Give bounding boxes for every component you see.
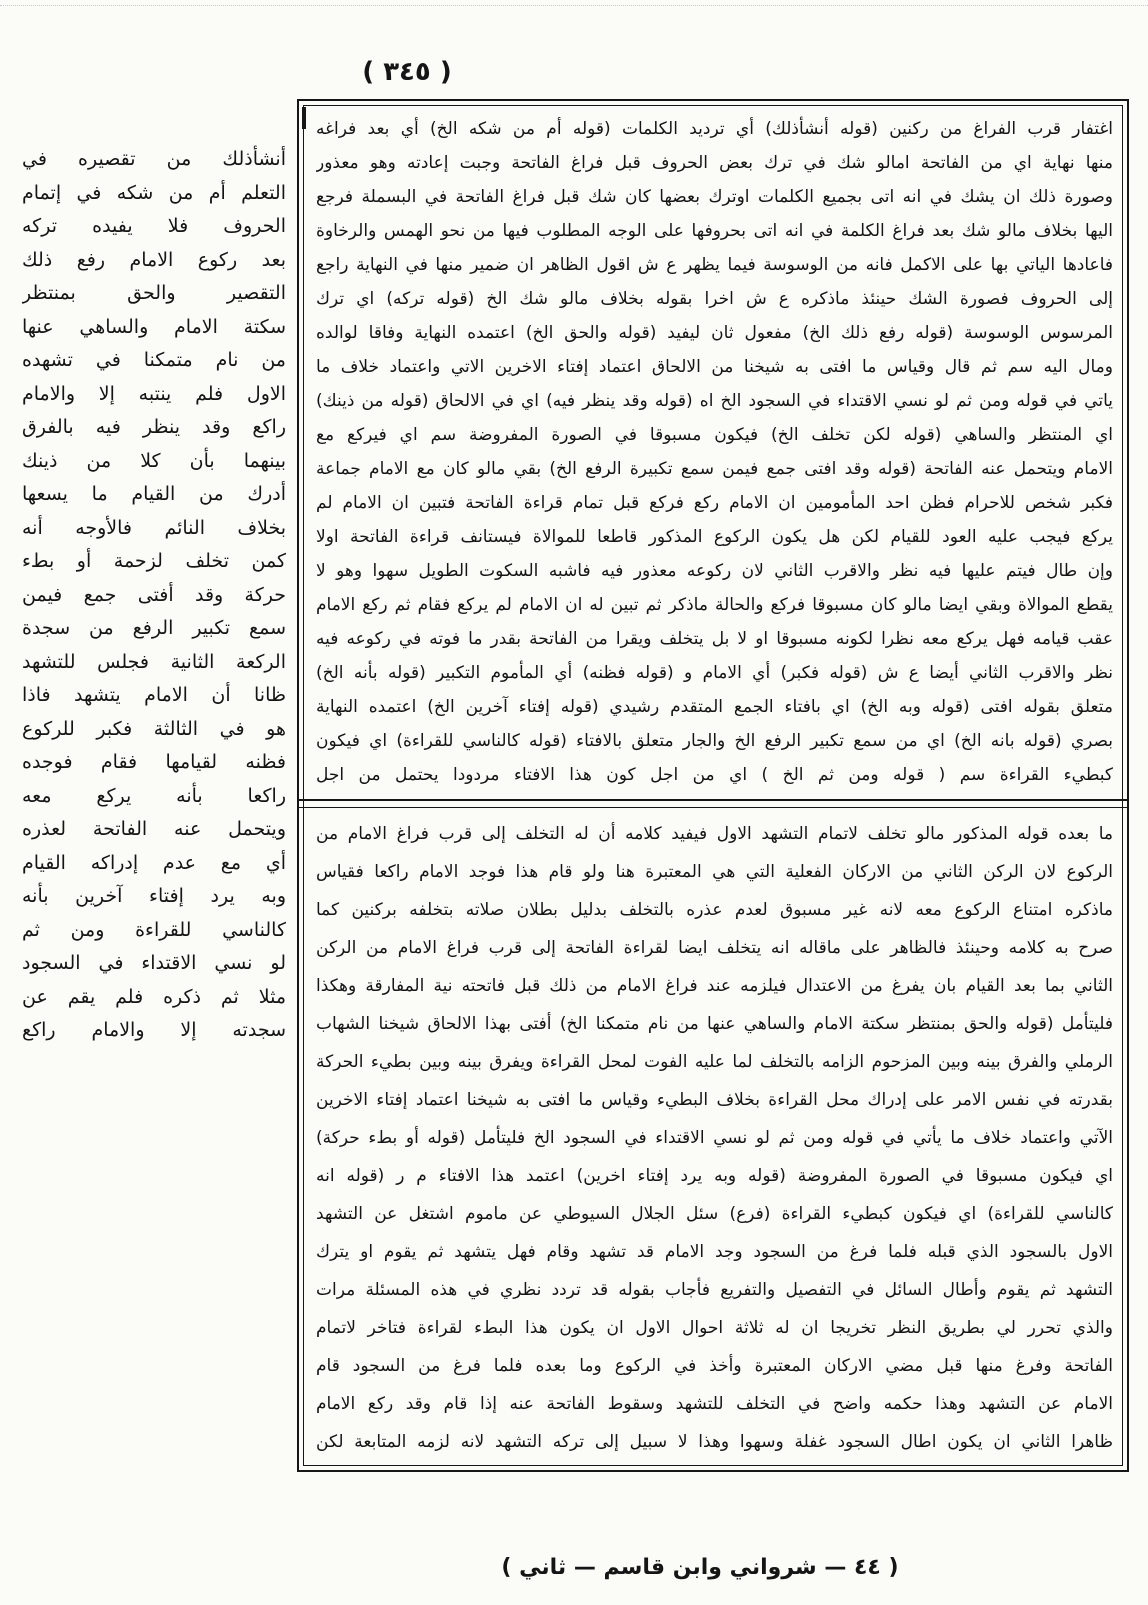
page-number: ( ٣٤٥ ) [362,57,452,87]
margin-matn-column [22,143,286,1048]
text-line: اغتفار قرب الفراغ من ركنين (قوله أنشأذلك) أي ترديد الكلمات (قوله أم من شكه الخ) أي بعد فراغه [316,119,1113,139]
text-line: والذي تحرر لي بطريق النظر تخريجا ان له ثلاثة احوال الاول ان يكون هذا البطء لقراءة فتاخر لاتمام [316,1318,1113,1338]
margin-line: بينهما بأن كلا من ذينك [22,449,286,472]
text-line: الفاتحة وفرغ منها قبل مضي الاركان المعتبرة وأخذ في الركوع وما بعده فلما فرغ من السجود قام [316,1356,1113,1376]
margin-line: راكعا بأنه يركع معه [22,784,286,807]
margin-line: التقصير والحق بمنتظر [22,282,286,304]
margin-line: حركة وقد أفتى جمع فيمن [22,583,286,606]
margin-line: أنشأذلك من تقصيره في [22,148,286,170]
margin-line: الاول فلم ينتبه إلا والامام [22,382,286,405]
text-line: اليها بخلاف مالو شك بعد فراغ الكلمة في انه اتى بحروفها على الوجه المطلوب فيها من نحو الهمس والرخاوة [316,221,1113,241]
margin-line: كالناسي للقراءة ومن ثم [22,918,286,941]
text-line: متعلق بقوله افتى (قوله وبه الخ) اي بافتاء الجمع المتقدم رشيدي (قوله إفتاء آخرين الخ) اعتمده النهاية [316,697,1113,717]
text-line: كالناسي للقراءة) اي فيكون كبطيء القراءة (فرع) سئل الجلال السيوطي عن ماموم اشتغل عن التشهد [316,1204,1113,1224]
margin-line: من نام متمكنا في تشهده [22,349,286,371]
text-line: المرسوس الوسوسة (قوله رفع ذلك الخ) مفعول ثان ليفيد (قوله والحق الخ) اعتمده النهاية وفاقا لوالده [316,323,1113,343]
margin-line: سجدته إلا والامام راكع [22,1019,286,1041]
text-line: وإن طال فيتم عليها فيه نظر والاقرب الثاني لان ركوعه معذور فيه فاشبه السكوت الطويل سهوا وهو لا [316,561,1113,581]
text-line: إلى الحروف فصورة الشك حينئذ ماذكره ع ش اخرا بقوله بخلاف مالو شك الخ (قوله تركه) اي ترك [316,289,1113,309]
margin-line: التعلم أم من شكه في إتمام [22,181,286,204]
margin-line: أي مع عدم إدراكه القيام [22,851,286,874]
margin-line: الحروف فلا يفيده تركه [22,215,286,237]
text-line: عقب قيامه فهل يركع معه نظرا لكونه مسبوقا او لا بل يتخلف ويقرا من الفاتحة بقدر ما فوته في ركوعه فيه [316,629,1113,649]
text-line: التشهد ثم يقوم وأطال السائل في التفصيل والتفريع فأجاب بقوله قد تردد نظري في هذه المسئلة مرات [316,1280,1113,1300]
text-line: ومال اليه سم ثم قال وقياس ما افتى به شيخنا من الالحاق اعتماد إفتاء الاخرين الاتي واعتماد خلاف ما [316,357,1113,377]
text-line: يركع فيجب عليه العود للقيام لكن هل يكون الركوع المذكور قاطعا للموالاة فيستانف قراءة الفاتحة اولا [316,527,1113,547]
text-line: يقطع الموالاة وبقي ايضا مالو كان مسبوقا فركع والحالة ماذكر ثم تبين له ان الامام لم يركع فقام ثم ركع الامام [316,595,1113,615]
text-line: الرملي والفرق بينه وبين المزحوم الزامه بالتخلف لما عليه الفوت لمحل القراءة ويفرق بينه وبين بطيء الحركة [316,1052,1113,1072]
top-edge-rule [0,5,1148,6]
margin-line: بخلاف النائم فالأوجه أنه [22,516,286,539]
text-line: فكبر شخص للاحرام فظن احد المأمومين ان الامام ركع فركع قبل تمام قراءة الفاتحة فتبين ان الامام لم [316,493,1113,513]
section-separator [299,799,1127,808]
margin-line: مثلا ثم ذكره فلم يقم عن [22,985,286,1008]
text-line: منها نهاية اي من الفاتحة امالو شك في ترك بعض الحروف قبل فراغ الفاتحة وجبت إعادته وهو معذور [316,153,1113,173]
text-line: بصري (قوله بانه الخ) اي من سمع تكبير الرفع الخ والجار متعلق بالافتاء (قوله كالناسي للقراءة) اي فيكون [316,731,1113,751]
margin-line: هو في الثالثة فكبر للركوع [22,717,286,740]
margin-line: سمع تكبير الرفع من سجدة [22,617,286,639]
commentary-lower-section [316,815,1113,1461]
text-line: الامام ويتحمل عنه الفاتحة (قوله وقد افتى جمع فيمن سمع تكبيرة الرفع الخ) بقي مالو كان مع الامام جماعة [316,459,1113,479]
text-line: بقدرته في نفس الامر على إدراك محل القراءة بخلاف البطيء وقياس ما افتى به شيخنا اعتماد إفتاء الاخرين [316,1090,1113,1110]
text-line: اي المنتظر والساهي (قوله لكن تخلف الخ) فيكون مسبوقا في الصورة المفروضة سم اي فيركع مع [316,425,1113,445]
margin-line: ظانا أن الامام يتشهد فاذا [22,684,286,706]
text-line: ماذكره امتناع الركوع معه لانه غير مسبوق لعدم عذره بالتخلف بدليل بطلان صلاته بتخلفه بركنين كما [316,900,1113,920]
margin-line: أدرك من القيام ما يسعها [22,483,286,505]
text-line: الركوع لان الركن الثاني من الاركان الفعلية التي هي المعتبرة هنا ولو قام هذا فوجد الامام راكعا فقياس [316,862,1113,882]
text-line: وصورة ذلك ان يشك في انه اتى بجميع الكلمات اوترك بعضها كان شك قبل فراغ الفاتحة في البسملة فرجع [316,187,1113,207]
page-footer-signature: ( ٤٤ — شرواني وابن قاسم — ثاني ) [501,1555,899,1580]
text-line: فاعادها الياتي بها على الاكمل فانه من الوسوسة فيما يظهر ع ش اقول الظاهر ان ضمير منها في النهاية راجع [316,255,1113,275]
margin-line: راكع وقد ينظر فيه بالفرق [22,416,286,438]
margin-line: فظنه لقيامها فقام فوجده [22,751,286,773]
margin-line: بعد ركوع الامام رفع ذلك [22,248,286,271]
text-line: الآتي واعتماد خلاف ما يأتي في قوله ومن ثم لو نسي الاقتداء في السجود الخ فليتأمل (قوله أو بطء حركة) [316,1128,1113,1148]
margin-line: وبه يرد إفتاء آخرين بأنه [22,885,286,907]
margin-line: سكتة الامام والساهي عنها [22,315,286,338]
margin-line: كمن تخلف لزحمة أو بطء [22,550,286,572]
text-line: ظاهرا الثاني ان يكون اطال السجود غفلة وسهوا وهذا لا سبيل إلى تركه التشهد لانه لزمه المتابعة لكن [316,1432,1113,1452]
text-line: فليتأمل (قوله والحق بمنتظر سكتة الامام والساهي عنها من نام متمكنا الخ) أفتى بهذا الالحاق شيخنا الشهاب [316,1014,1113,1034]
text-line: الثاني بما بعد القيام بان يفرغ من الاعتدال فيلزمه عند فراغ الامام من ذلك قبل فاتحته نية المفارقة وهكذا [316,976,1113,996]
text-line: صرح به كلامه وحينئذ فالظاهر على ماقاله انه يتخلف ايضا لقراءة الفاتحة إلى قرب فراغ الامام من الركن [316,938,1113,958]
frame-corner-mark [302,107,306,129]
text-line: الامام عن التشهد وهذا حكمه واضح في التخلف للتشهد وسقوط الفاتحة عنه إذا قام وقد ركع الامام [316,1394,1113,1414]
text-line: اي فيكون مسبوقا في الصورة المفروضة (قوله وبه يرد إفتاء اخرين) اعتمد هذا الافتاء م ر (قوله انه [316,1166,1113,1186]
commentary-upper-section [316,112,1113,792]
text-line: كبطيء القراءة سم ( قوله ومن ثم الخ ) اي من اجل كون هذا الافتاء مردودا يحتمل من اجل [316,765,1113,785]
margin-line: ويتحمل عنه الفاتحة لعذره [22,818,286,840]
text-line: ياتي في قوله ومن ثم لو نسي الاقتداء في السجود الخ اه (قوله وقد ينظر فيه) اي في الالحاق (قوله من ذينك) [316,391,1113,411]
margin-line: الركعة الثانية فجلس للتشهد [22,650,286,673]
text-line: ما بعده قوله المذكور مالو تخلف لاتمام التشهد الاول فيفيد كلامه أن له التخلف إلى قرب فراغ الامام من [316,824,1113,844]
text-line: نظر والاقرب الثاني أيضا ع ش (قوله فكبر) أي الامام و (قوله فظنه) أي المأموم التكبير (قوله بأنه الخ) [316,663,1113,683]
margin-line: لو نسي الاقتداء في السجود [22,952,286,974]
text-line: الاول بالسجود الذي قبله فلما فرغ من السجود وجد الامام قد تشهد وقام فهل يتشهد ثم يقوم او يترك [316,1242,1113,1262]
